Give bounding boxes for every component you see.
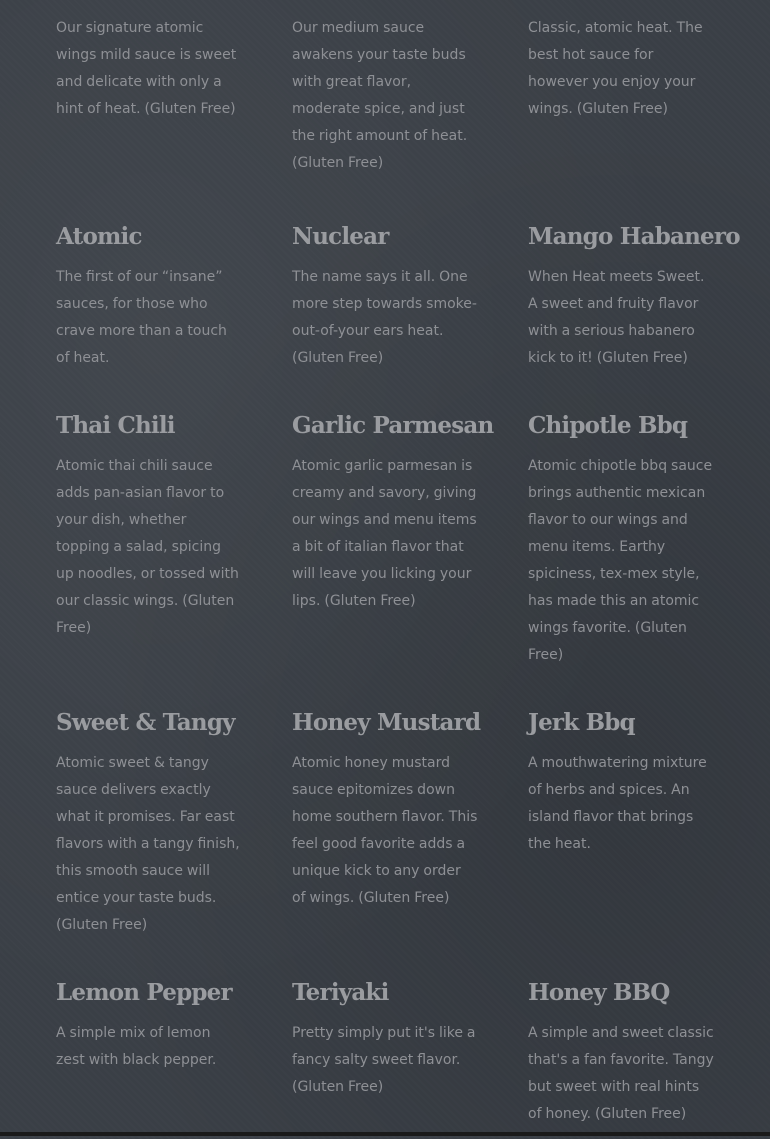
sauce-description: Atomic sweet & tangy sauce delivers exactly what it promises. Far east flavors with a tangy finish, this smooth sauce will entice your taste buds. (Gluten Free) <box>56 755 240 933</box>
sauce-description: A mouthwatering mixture of herbs and spices. An island flavor that brings the heat. <box>528 755 707 852</box>
sauce-description: A simple mix of lemon zest with black pepper. <box>56 1025 217 1068</box>
sauce-card-lemon-pepper <box>56 979 242 1139</box>
sauce-description: Classic, atomic heat. The best hot sauce for however you enjoy your wings. (Gluten Free) <box>528 20 703 117</box>
sauce-title: Thai Chili <box>56 412 175 439</box>
sauce-description: Atomic chipotle bbq sauce brings authentic mexican flavor to our wings and menu items. Earthy spiciness, tex-mex style, has made this an atomic wings favorite. (Gluten Free) <box>528 458 713 663</box>
sauce-card-mango-habanero <box>528 223 740 412</box>
sauce-card-teriyaki <box>292 979 478 1139</box>
sauce-description: Atomic honey mustard sauce epitomizes down home southern flavor. This feel good favorite adds a unique kick to any order of wings. (Gluten Free) <box>292 755 478 906</box>
sauce-title: Atomic <box>56 223 142 250</box>
sauce-description: Atomic garlic parmesan is creamy and savory, giving our wings and menu items a bit of italian flavor that will leave you licking your lips. (Gluten Free) <box>292 458 477 609</box>
sauce-title: Honey Mustard <box>292 709 481 736</box>
sauce-title: Chipotle Bbq <box>528 412 688 439</box>
sauce-row <box>56 0 716 223</box>
sauce-title: Teriyaki <box>292 979 389 1006</box>
sauce-title: Garlic Parmesan <box>292 412 494 439</box>
sauce-description: The first of our “insane” sauces, for those who crave more than a touch of heat. <box>56 269 227 366</box>
sauce-card-garlic-parmesan <box>292 412 494 709</box>
sauce-title: Nuclear <box>292 223 389 250</box>
sauce-card-thai-chili <box>56 412 242 709</box>
sauce-description: Pretty simply put it's like a fancy salty sweet flavor. (Gluten Free) <box>292 1025 476 1095</box>
sauce-card-honey-bbq <box>528 979 714 1139</box>
sauce-card-chipotle-bbq <box>528 412 714 709</box>
bottom-border <box>0 1132 770 1136</box>
sauce-description: The name says it all. One more step towards smoke-out-of-your ears heat. (Gluten Free) <box>292 269 477 366</box>
sauce-row <box>56 979 716 1139</box>
sauce-description: Atomic thai chili sauce adds pan-asian flavor to your dish, whether topping a salad, spicing up noodles, or tossed with our classic wings. (Gluten Free) <box>56 458 239 636</box>
sauce-description: A simple and sweet classic that's a fan favorite. Tangy but sweet with real hints of honey. (Gluten Free) <box>528 1025 714 1122</box>
sauce-title: Jerk Bbq <box>528 709 635 736</box>
sauce-card-atomic <box>56 223 242 412</box>
sauce-title: Lemon Pepper <box>56 979 232 1006</box>
sauce-menu-grid <box>56 0 740 1139</box>
sauce-title: Sweet & Tangy <box>56 709 235 736</box>
sauce-card-sweet-tangy <box>56 709 242 979</box>
sauce-description: When Heat meets Sweet. A sweet and fruity flavor with a serious habanero kick to it! (Gluten Free) <box>528 269 705 366</box>
sauce-card-jerk-bbq <box>528 709 714 979</box>
sauce-title: Mango Habanero <box>528 223 740 250</box>
sauce-description: Our medium sauce awakens your taste buds with great flavor, moderate spice, and just the right amount of heat. (Gluten Free) <box>292 20 468 171</box>
sauce-title <box>292 0 478 2</box>
sauce-row <box>56 412 716 709</box>
sauce-card-honey-mustard <box>292 709 481 979</box>
sauce-row <box>56 223 740 412</box>
sauce-card-nuclear <box>292 223 478 412</box>
sauce-description: Our signature atomic wings mild sauce is sweet and delicate with only a hint of heat. (Gluten Free) <box>56 20 237 117</box>
sauce-card-hot <box>528 0 714 223</box>
sauce-row <box>56 709 716 979</box>
sauce-title: Honey BBQ <box>528 979 670 1006</box>
sauce-card-medium <box>292 0 478 223</box>
sauce-title <box>528 0 714 2</box>
sauce-card-mild <box>56 0 242 223</box>
sauce-title <box>56 0 242 2</box>
